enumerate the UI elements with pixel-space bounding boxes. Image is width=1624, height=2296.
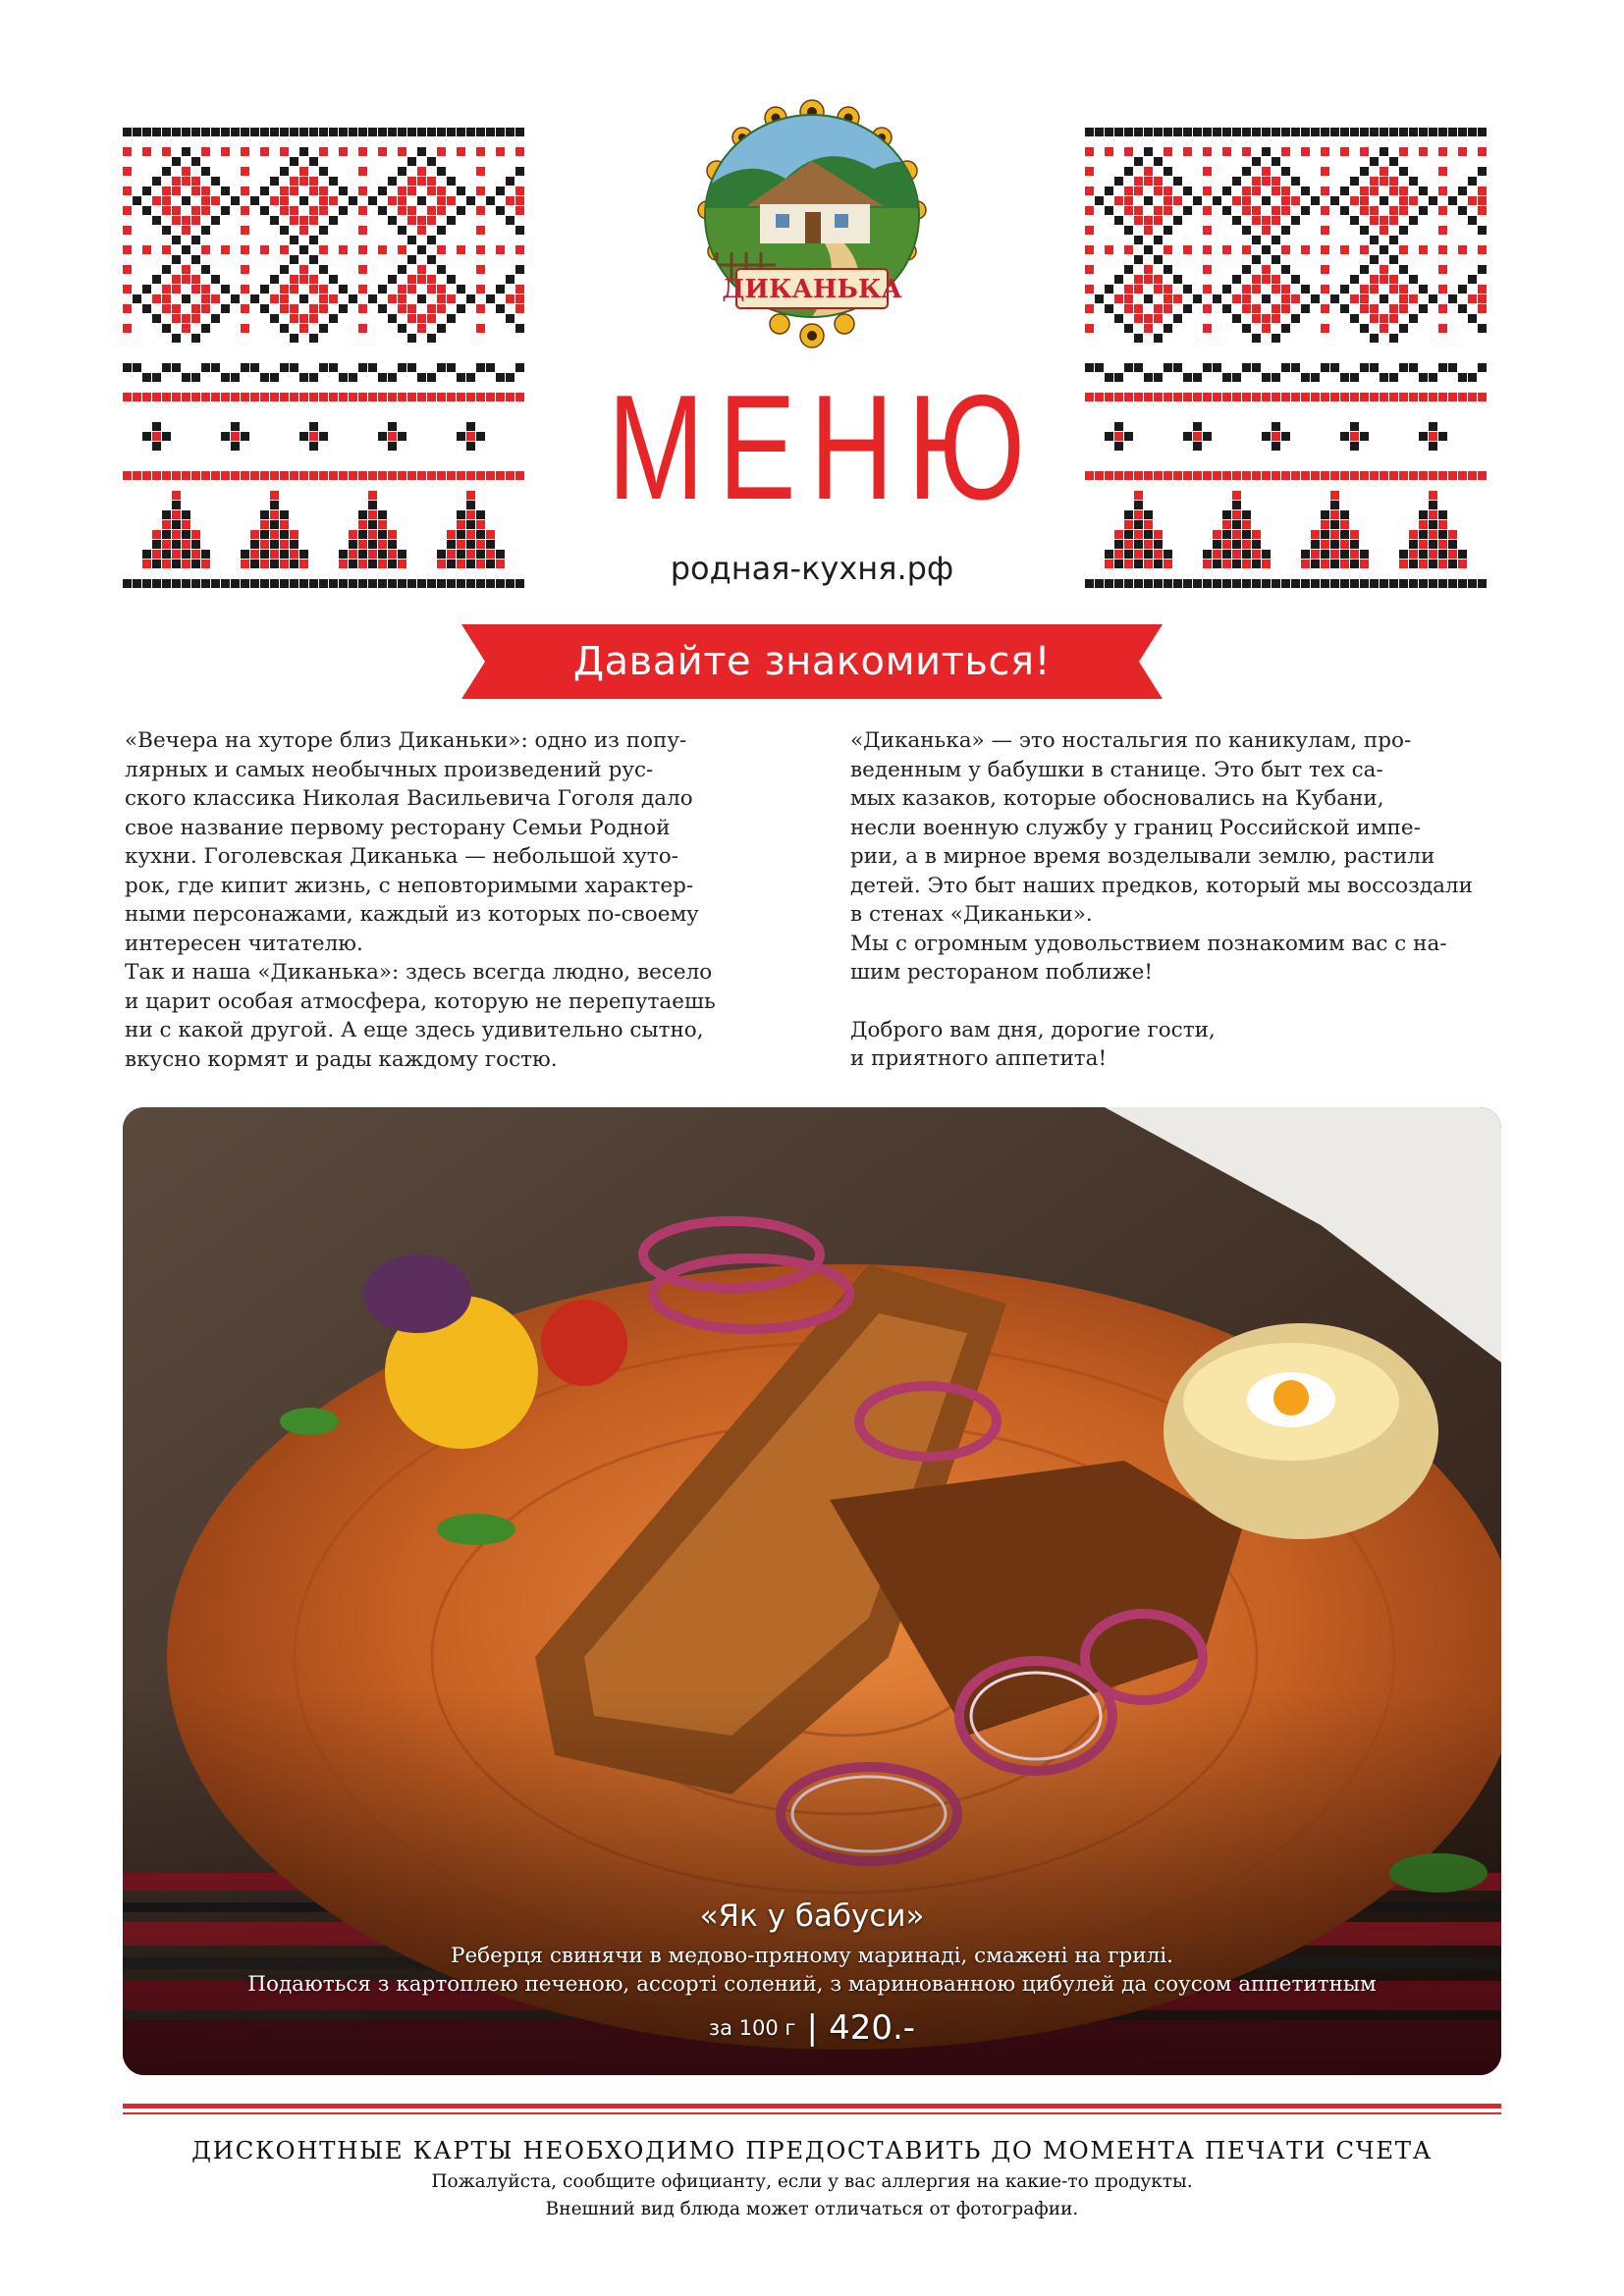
dish-caption bbox=[123, 1898, 1501, 2048]
intro-paragraph: Мы с огромным удовольствием познакомим вас с на- шим рестораном поближе! bbox=[850, 931, 1447, 985]
dish-price-row bbox=[123, 2008, 1501, 2048]
footer-notice: ДИСКОНТНЫЕ КАРТЫ НЕОБХОДИМО ПРЕДОСТАВИТЬ ДО МОМЕНТА ПЕЧАТИ СЧЕТА bbox=[191, 2136, 1433, 2164]
logo-wordmark: ДИКАНЬКА bbox=[722, 275, 902, 304]
intro-text-right bbox=[850, 726, 1502, 1074]
footer-photo-note: Внешний вид блюда может отличаться от фотографии. bbox=[545, 2199, 1079, 2219]
website-url: родная-кухня.рф bbox=[670, 550, 954, 587]
dish-portion: за 100 г bbox=[708, 2016, 796, 2040]
ribbon-heading: Давайте знакомиться! bbox=[572, 639, 1052, 684]
intro-paragraph: «Диканька» — это ностальгия по каникулам, про- веденным у бабушки в станице. Это быт тех са- мых казаков, которые обосновались на Кубани, несли военную службу у границ Российской импе- рии, а в мирное время возделывали землю, растили детей. Это быт наших предков, который мы воссоздали в стенах «Диканьки». bbox=[850, 728, 1473, 927]
intro-paragraph: Доброго вам дня, дорогие гости, и приятного аппетита! bbox=[850, 1017, 1216, 1071]
footer-allergy-note: Пожалуйста, сообщите официанту, если у вас аллергия на какие-то продукты. bbox=[431, 2171, 1193, 2192]
intro-paragraph: Так и наша «Диканька»: здесь всегда людно, весело и царит особая атмосфера, которую не перепутаешь ни с какой другой. А еще здесь удивительно сытно, вкусно кормят и рады каждому гостю. bbox=[125, 960, 716, 1072]
restaurant-logo bbox=[677, 90, 947, 359]
embroidery-ornament-left bbox=[123, 128, 533, 589]
dish-description-1: Реберця свинячи в медово-пряному маринаді, смажені на грилі. bbox=[450, 1944, 1173, 1968]
intro-paragraph: «Вечера на хуторе близ Диканьки»: одно из попу- лярных и самых необычных произведений рус- ского классика Николая Васильевича Гоголя дало свое название первому ресторану Семьи Родной кухни. Гоголевская Диканька — небольшой хуто- рок, где кипит жизнь, с неповторимыми характер- ными персонажами, каждый из которых по-своему интересен читателю. bbox=[125, 728, 699, 956]
dish-photo bbox=[123, 1107, 1501, 2075]
dish-price: 420.- bbox=[829, 2008, 916, 2048]
footer-divider bbox=[123, 2104, 1501, 2117]
dish-description-2: Подаються з картоплею печеною, ассорті солений, з маринованною цибулей да соусом аппетитным bbox=[247, 1972, 1377, 1997]
section-ribbon bbox=[461, 624, 1163, 699]
intro-text-left bbox=[125, 726, 777, 1074]
page-title: МЕНЮ bbox=[607, 364, 1040, 531]
dish-name: «Як у бабуси» bbox=[699, 1898, 925, 1934]
embroidery-ornament-right bbox=[1085, 128, 1495, 589]
price-separator: | bbox=[806, 2008, 818, 2048]
